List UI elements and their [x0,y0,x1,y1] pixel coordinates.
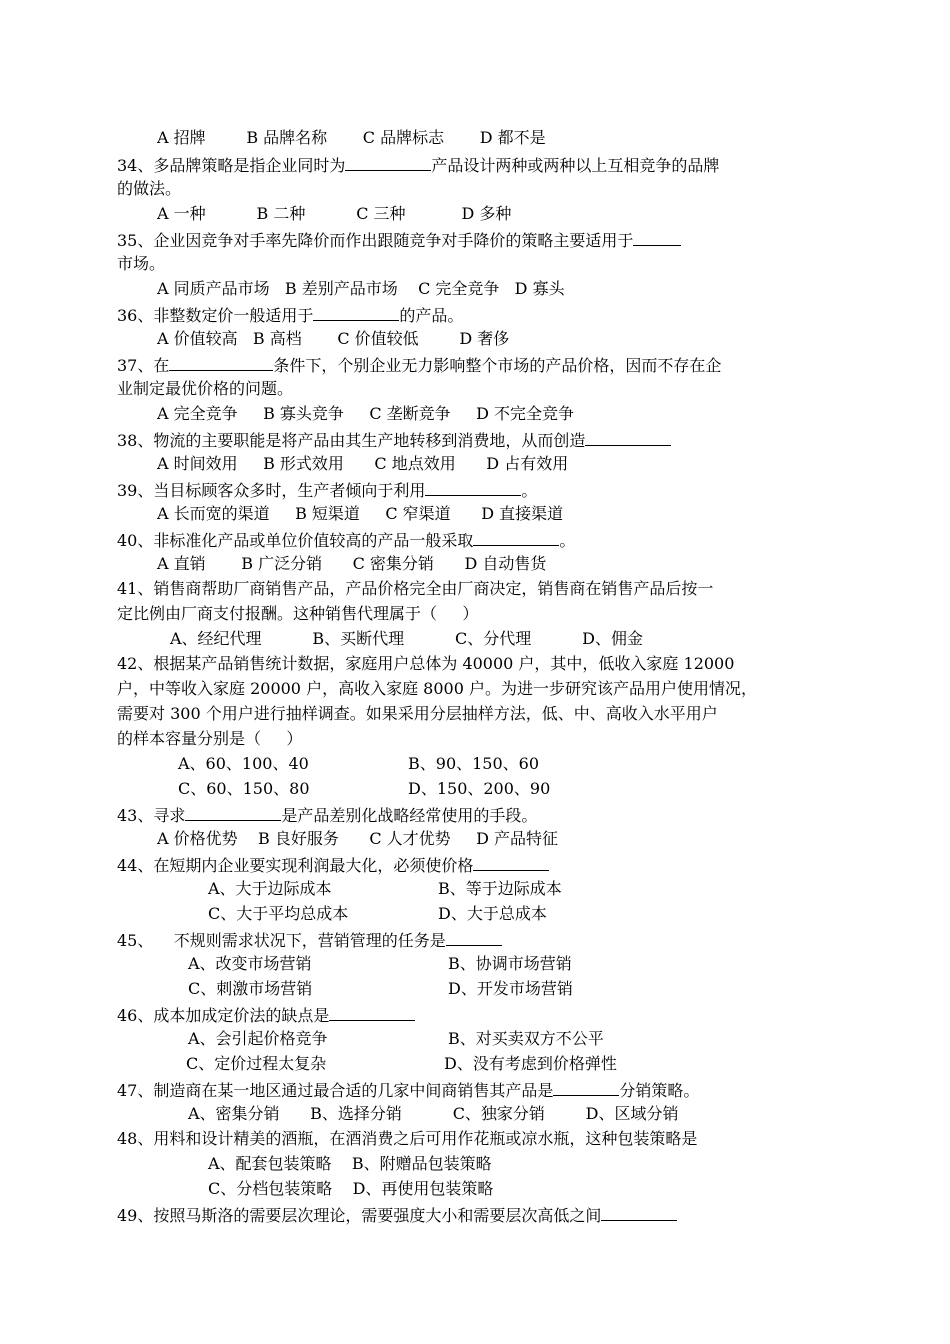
q38-stem: 38、物流的主要职能是将产品由其生产地转移到消费地，从而创造 [117,431,671,449]
q41-options: A、经纪代理 B、买断代理 C、分代理 D、佣金 [170,629,643,648]
q46-stem: 46、成本加成定价法的缺点是 [117,1006,415,1024]
q42-stem-cont: 的样本容量分别是（ ） [117,729,303,748]
q38-options: A 时间效用 B 形式效用 C 地点效用 D 占有效用 [157,454,569,473]
q42-stem-cont: 需要对 300 个用户进行抽样调查。如果采用分层抽样方法，低、中、高收入水平用户 [117,704,718,723]
q37-options: A 完全竞争 B 寡头竞争 C 垄断竞争 D 不完全竞争 [157,404,575,423]
q46-option-b: B、对买卖双方不公平 [448,1029,604,1048]
q45-option-d: D、开发市场营销 [448,979,573,998]
q42-stem: 42、根据某产品销售统计数据，家庭用户总体为 40000 户，其中，低收入家庭 12000 [117,654,735,673]
answer-blank [446,931,502,946]
q40-options: A 直销 B 广泛分销 C 密集分销 D 自动售货 [157,554,547,573]
q42-option-c: C、60、150、80 [178,779,310,798]
q42-stem-cont: 户，中等收入家庭 20000 户，高收入家庭 8000 户。为进一步研究该产品用户使用情况， [117,679,757,698]
q48-options-row2: C、分档包装策略 D、再使用包装策略 [208,1179,494,1198]
q44-option-c: C、大于平均总成本 [208,904,349,923]
answer-blank [169,356,273,371]
q40-stem: 40、非标准化产品或单位价值较高的产品一般采取 。 [117,531,576,550]
answer-blank [633,231,681,246]
q45-option-c: C、刺激市场营销 [188,979,313,998]
q33-options: A 招牌 B 品牌名称 C 品牌标志 D 都不是 [157,128,546,147]
q48-stem: 48、用料和设计精美的酒瓶，在酒消费之后可用作花瓶或凉水瓶，这种包装策略是 [117,1129,698,1148]
q45-option-b: B、协调市场营销 [448,954,572,973]
q42-option-a: A、60、100、40 [178,754,309,773]
answer-blank [601,1206,677,1221]
q42-option-d: D、150、200、90 [408,779,551,798]
q42-option-b: B、90、150、60 [408,754,540,773]
answer-blank [585,431,671,446]
q44-option-b: B、等于边际成本 [438,879,562,898]
q46-option-c: C、定价过程太复杂 [186,1054,327,1073]
answer-blank [313,306,399,321]
q39-options: A 长而宽的渠道 B 短渠道 C 窄渠道 D 直接渠道 [157,504,564,523]
q41-stem: 41、销售商帮助厂商销售产品，产品价格完全由厂商决定，销售商在销售产品后按一 [117,579,714,598]
q36-options: A 价值较高 B 高档 C 价值较低 D 奢侈 [157,329,510,348]
answer-blank [553,1081,619,1096]
q44-stem: 44、在短期内企业要实现利润最大化，必须使价格 [117,856,549,874]
q35-stem: 35、企业因竞争对手率先降价而作出跟随竞争对手降价的策略主要适用于 [117,231,681,249]
q37-stem: 37、在 条件下，个别企业无力影响整个市场的产品价格，因而不存在企 [117,356,722,375]
q43-stem: 43、寻求 是产品差别化战略经常使用的手段。 [117,806,538,825]
q41-stem-cont: 定比例由厂商支付报酬。这种销售代理属于（ ） [117,604,479,623]
q45-stem: 45、 不规则需求状况下，营销管理的任务是 [117,931,502,949]
q37-stem-cont: 业制定最优价格的问题。 [117,379,294,398]
q44-option-a: A、大于边际成本 [208,879,332,898]
answer-blank [425,481,521,496]
q48-options-row1: A、配套包装策略 B、附赠品包装策略 [208,1154,492,1173]
q47-options: A、密集分销 B、选择分销 C、独家分销 D、区域分销 [188,1104,679,1123]
q44-option-d: D、大于总成本 [438,904,547,923]
answer-blank [473,856,549,871]
q39-stem: 39、当目标顾客众多时，生产者倾向于利用 。 [117,481,538,500]
answer-blank [473,531,559,546]
answer-blank [345,156,431,171]
q46-option-a: A、会引起价格竞争 [188,1029,328,1048]
q35-options: A 同质产品市场 B 差别产品市场 C 完全竞争 D 寡头 [157,279,565,298]
q46-option-d: D、没有考虑到价格弹性 [444,1054,617,1073]
q47-stem: 47、制造商在某一地区通过最合适的几家中间商销售其产品是 分销策略。 [117,1081,700,1100]
q36-stem: 36、非整数定价一般适用于 的产品。 [117,306,464,325]
q34-stem: 34、多品牌策略是指企业同时为 产品设计两种或两种以上互相竞争的品牌 [117,156,720,175]
q34-options: A 一种 B 二种 C 三种 D 多种 [157,204,512,223]
answer-blank [329,1006,415,1021]
q45-option-a: A、改变市场营销 [188,954,312,973]
q43-options: A 价格优势 B 良好服务 C 人才优势 D 产品特征 [157,829,559,848]
q49-stem: 49、按照马斯洛的需要层次理论，需要强度大小和需要层次高低之间 [117,1206,677,1224]
q34-stem-cont: 的做法。 [117,179,182,198]
q35-stem-cont: 市场。 [117,254,166,273]
answer-blank [185,806,281,821]
